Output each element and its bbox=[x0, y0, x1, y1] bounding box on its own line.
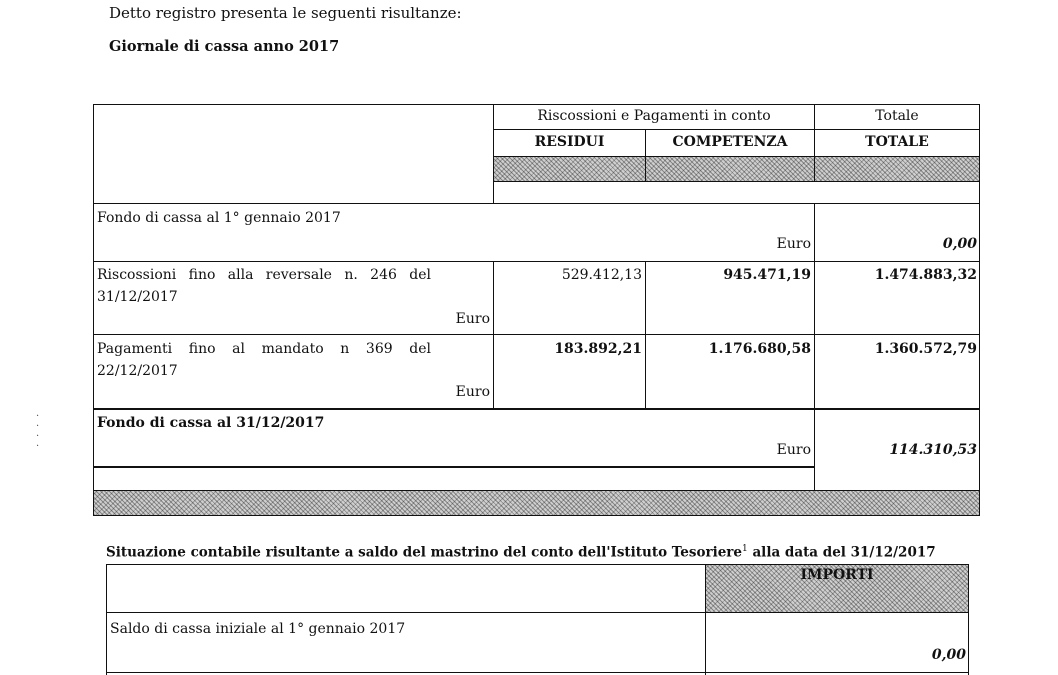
section2-title: Situazione contabile risultante a saldo del mastrino del conto dell'Istituto Tesoriere$^1$ alla data del 31/12/2017 bbox=[106, 544, 936, 561]
riscossioni-label-line2: 31/12/2017 bbox=[97, 289, 178, 305]
scan-marks: · · · · bbox=[36, 411, 40, 452]
column-competenza: COMPETENZA bbox=[672, 134, 788, 150]
pagamenti-label-line2: 22/12/2017 bbox=[97, 363, 178, 379]
footer-shaded-band bbox=[94, 491, 979, 515]
riscossioni-competenza: 945.471,19 bbox=[723, 267, 811, 283]
pagamenti-residui: 183.892,21 bbox=[554, 341, 642, 357]
header-group-label: Riscossioni e Pagamenti in conto bbox=[537, 108, 771, 124]
pagamenti-label-line1: Pagamenti fino al mandato n 369 del bbox=[97, 341, 431, 357]
header-shaded-band bbox=[494, 157, 979, 181]
fondo-iniziale-totale: 0,00 bbox=[942, 236, 977, 252]
riscossioni-residui: 529.412,13 bbox=[561, 267, 642, 283]
pagamenti-unit: Euro bbox=[455, 384, 490, 400]
section1-title: Giornale di cassa anno 2017 bbox=[109, 38, 340, 55]
column-totale: TOTALE bbox=[865, 134, 929, 150]
fondo-iniziale-unit: Euro bbox=[776, 236, 811, 252]
riscossioni-label-line1: Riscossioni fino alla reversale n. 246 del bbox=[97, 267, 431, 283]
header-totale-label: Totale bbox=[875, 108, 919, 124]
riscossioni-unit: Euro bbox=[455, 311, 490, 327]
footnote-marker: 1 bbox=[742, 544, 748, 554]
intro-text: Detto registro presenta le seguenti risultanze: bbox=[109, 4, 462, 22]
column-residui: RESIDUI bbox=[534, 134, 605, 150]
pagamenti-competenza: 1.176.680,58 bbox=[708, 341, 811, 357]
fondo-finale-label: Fondo di cassa al 31/12/2017 bbox=[97, 415, 325, 431]
fondo-iniziale-label: Fondo di cassa al 1° gennaio 2017 bbox=[97, 210, 341, 226]
importi-header: IMPORTI bbox=[800, 567, 874, 583]
saldo-iniziale-value: 0,00 bbox=[931, 647, 966, 663]
pagamenti-totale: 1.360.572,79 bbox=[874, 341, 977, 357]
riscossioni-totale: 1.474.883,32 bbox=[874, 267, 977, 283]
fondo-finale-unit: Euro bbox=[776, 442, 811, 458]
saldo-iniziale-label: Saldo di cassa iniziale al 1° gennaio 2017 bbox=[110, 621, 406, 637]
fondo-finale-totale: 114.310,53 bbox=[889, 442, 977, 458]
